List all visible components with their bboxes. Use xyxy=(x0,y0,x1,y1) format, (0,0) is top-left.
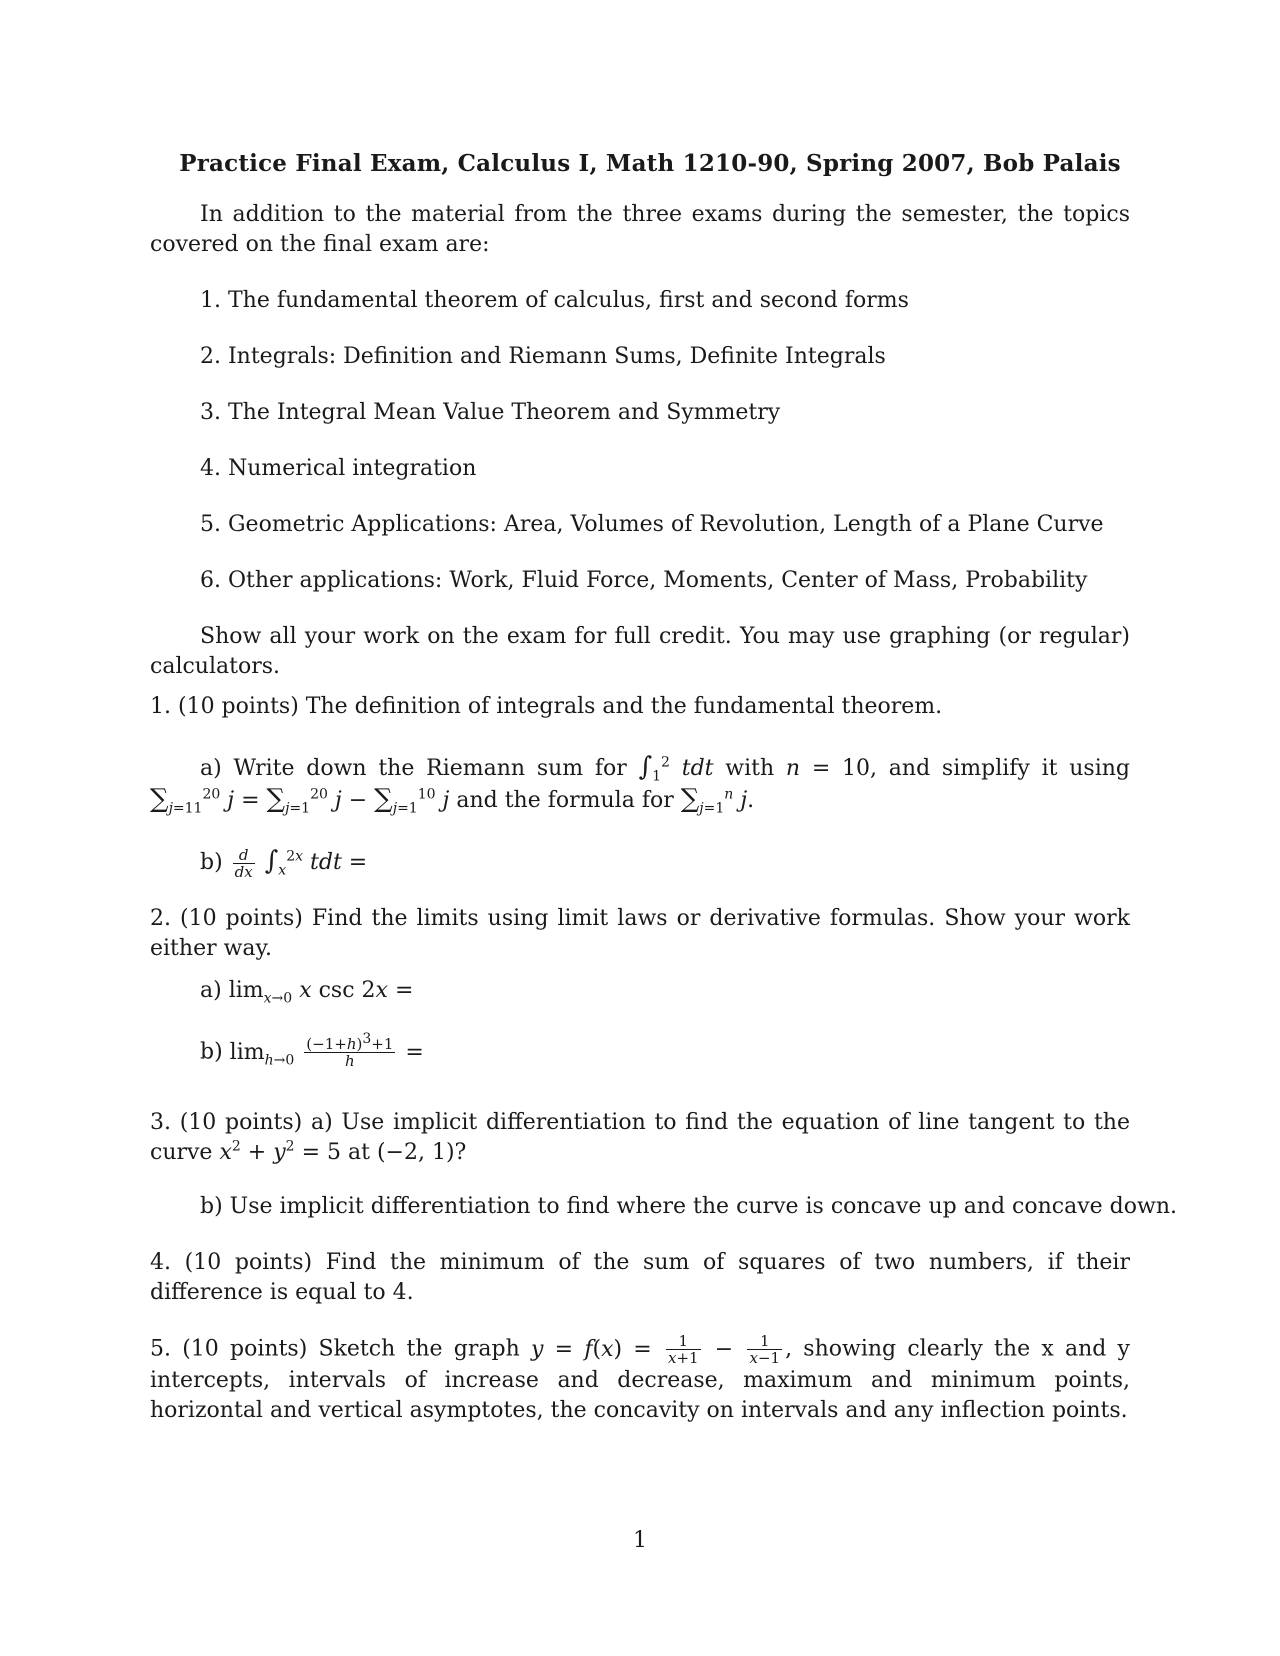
question-3b: b) Use implicit differentiation to find where the curve is concave up and concave down. xyxy=(200,1194,1177,1219)
question-1a-n-eq: = 10, and simplify it using xyxy=(811,756,1130,781)
intro-paragraph: In addition to the material from the three exams during the semester, the topics covered on the final exam are: xyxy=(150,202,1130,257)
question-1b-prefix: b) xyxy=(200,850,223,875)
circle-equation: $x^2 + y^2 = 5$ xyxy=(219,1138,342,1165)
function-definition: y = f(x) = $\frac{1}{x+1}$ − $\frac{1}{x-1}$ xyxy=(530,1332,781,1367)
question-5-prefix: 5. (10 points) Sketch the graph xyxy=(150,1336,520,1362)
question-1a-and-formula: and the formula for xyxy=(456,788,674,813)
limit-expression-b: $\lim_{h\to 0}$ $\frac{(-1+h)^3+1}{h}$ = xyxy=(229,1031,424,1070)
question-2b-prefix: b) xyxy=(200,1039,223,1065)
topic-item-3: 3. The Integral Mean Value Theorem and Symmetry xyxy=(200,400,781,425)
question-2-heading: 2. (10 points) Find the limits using limit laws or derivative formulas. Show your work either way. xyxy=(150,906,1130,961)
question-1b xyxy=(200,846,367,880)
question-2b xyxy=(200,1031,424,1070)
question-3-prefix: 3. (10 points) a) Use implicit differentiation to find the equation of line tangent to the curve xyxy=(150,1110,1130,1165)
question-4: 4. (10 points) Find the minimum of the sum of squares of two numbers, if their difference is equal to 4. xyxy=(150,1250,1130,1305)
question-3-heading xyxy=(150,1108,1130,1168)
question-2a xyxy=(200,976,413,1006)
question-5 xyxy=(150,1333,1130,1426)
topic-item-1: 1. The fundamental theorem of calculus, first and second forms xyxy=(200,288,909,313)
topic-item-5: 5. Geometric Applications: Area, Volumes of Revolution, Length of a Plane Curve xyxy=(200,512,1104,537)
question-3-suffix: at (−2, 1)? xyxy=(348,1140,467,1165)
instructions-paragraph: Show all your work on the exam for full credit. You may use graphing (or regular) calculators. xyxy=(150,624,1130,679)
question-1a-prefix: a) Write down the Riemann sum for xyxy=(200,756,627,781)
sum-1-to-n: $\sum_{j=1}^n$ j. xyxy=(680,784,755,817)
question-1a: a) Write down the Riemann sum for $\int_1^2$ tdt with n = 10, and simplify it using $\sum_{j=11}^{20}$ $j = \sum_{j=1}^{20}$ $j - \sum_{j=1}^{10}$ j and the formula for $\sum_{j=1}^n$ j. xyxy=(150,752,1130,817)
question-1a-with: with xyxy=(725,756,775,781)
derivative-operator: $\frac{d}{dx}$ xyxy=(234,845,253,881)
question-5-suffix: , showing clearly the x and y intercepts, intervals of increase and decrease, maximum and minimum points, horizontal and vertical asymptotes, the concavity on intervals and any inflection points. xyxy=(150,1336,1130,1423)
topic-item-4: 4. Numerical integration xyxy=(200,456,477,481)
integral-x-to-2x: $\int_x^{2x}$ tdt = xyxy=(264,846,368,879)
sum-identity: $\sum_{j=11}^{20}$ $j = \sum_{j=1}^{20}$ $j - \sum_{j=1}^{10}$ j xyxy=(150,784,450,817)
topic-item-2: 2. Integrals: Definition and Riemann Sums, Definite Integrals xyxy=(200,344,886,369)
question-2a-prefix: a) xyxy=(200,978,222,1003)
page-title: Practice Final Exam, Calculus I, Math 1210-90, Spring 2007, Bob Palais xyxy=(179,150,1121,177)
page-number: 1 xyxy=(633,1528,647,1553)
limit-expression-a: $\lim_{x\to 0} x$ csc 2x = xyxy=(228,978,414,1007)
topic-item-6: 6. Other applications: Work, Fluid Force, Moments, Center of Mass, Probability xyxy=(200,568,1088,593)
question-1-heading: 1. (10 points) The definition of integrals and the fundamental theorem. xyxy=(150,694,943,719)
integral-1-to-2: $\int_1^2$ tdt xyxy=(638,752,714,785)
